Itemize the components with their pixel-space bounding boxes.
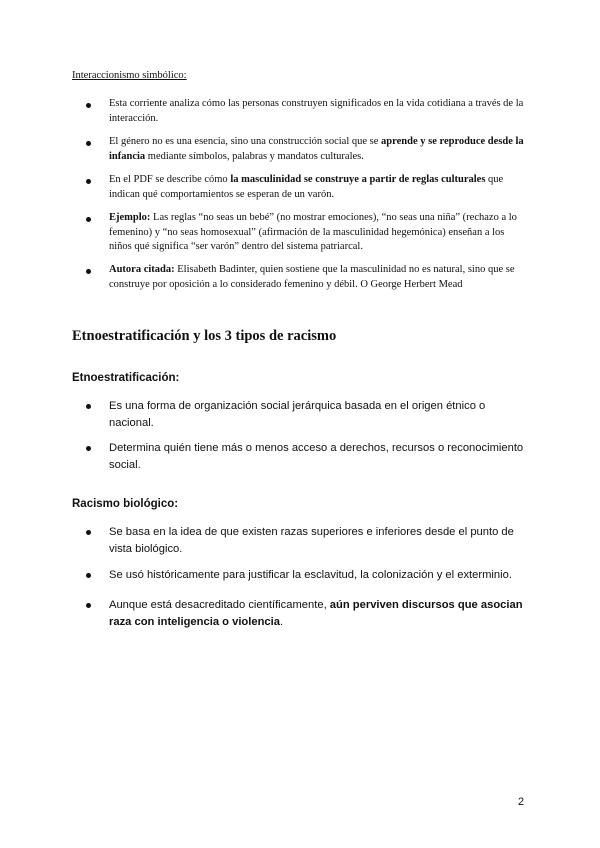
- text-run: Las reglas “no seas un bebé” (no mostrar emociones), “no seas una niña” (rechazo a lo femenino) y “no seas homosexual” (afirmación de la masculinidad hegemónica) enseñan a los niños qué significa “ser varón” dentro del sistema patriarcal.: [109, 212, 517, 252]
- text-run: Es una forma de organización social jerárquica basada en el origen étnico o nacional.: [109, 400, 486, 429]
- subheading-racismo-biologico: Racismo biológico:: [72, 498, 179, 510]
- bullet-icon: [86, 446, 91, 451]
- text-run: Aunque está desacreditado científicamente,: [109, 599, 330, 611]
- list-item-text: [109, 97, 525, 126]
- text-run: En el PDF se describe cómo: [109, 174, 231, 185]
- text-run: Esta corriente analiza cómo las personas construyen significados en la vida cotidiana a través de la interacción.: [109, 98, 524, 124]
- section-heading-interaccionismo: Interaccionismo simbólico:: [72, 70, 187, 81]
- bold-text-run: aprende y se reproduce desde la infancia: [109, 136, 524, 162]
- bullet-icon: [86, 530, 91, 535]
- bullet-icon: [86, 269, 91, 274]
- bullet-icon: [86, 217, 91, 222]
- list-item-text: [109, 398, 525, 431]
- bullet-icon: [86, 141, 91, 146]
- bullet-icon: [86, 603, 91, 608]
- text-run: mediante símbolos, palabras y mandatos culturales.: [145, 150, 364, 162]
- bold-text-run: la masculinidad se construye a partir de reglas culturales: [230, 174, 486, 185]
- text-run: Elisabeth Badinter, quien sostiene que la masculinidad no es natural, sino que se construye por oposición a lo considerado femenino y débil. O George Herbert Mead: [109, 264, 515, 290]
- list-item-text: [109, 597, 525, 630]
- list-item-text: [109, 440, 525, 473]
- bullet-icon: [86, 573, 91, 578]
- page-number: 2: [518, 796, 525, 808]
- section-heading-etnoestratificacion-racismo: Etnoestratificación y los 3 tipos de racismo: [72, 328, 337, 344]
- text-run: El género no es una esencia, sino una construcción social que se: [109, 136, 382, 147]
- subheading-etnoestratificacion: Etnoestratificación:: [72, 372, 180, 384]
- bullet-icon: [86, 404, 91, 409]
- text-run: Determina quién tiene más o menos acceso a derechos, recursos o reconocimiento social.: [109, 442, 524, 471]
- list-item-text: [109, 173, 525, 202]
- bold-text-run: aún perviven discursos que asocian raza con inteligencia o violencia: [109, 599, 523, 628]
- list-item-text: [109, 135, 525, 164]
- list-item-text: [109, 263, 525, 292]
- text-run: .: [279, 615, 284, 628]
- text-run: que indican qué comportamientos se esperan de un varón.: [109, 174, 504, 200]
- bold-text-run: Ejemplo:: [109, 212, 151, 223]
- list-item-text: [109, 211, 525, 255]
- bullet-icon: [86, 103, 91, 108]
- text-run: Se basa en la idea de que existen razas superiores e inferiores desde el punto de vista biológico.: [109, 526, 514, 555]
- text-run: Se usó históricamente para justificar la esclavitud, la colonización y el exterminio.: [109, 569, 512, 581]
- bullet-icon: [86, 179, 91, 184]
- bold-text-run: Autora citada:: [109, 264, 175, 275]
- list-item-text: [109, 567, 525, 584]
- list-item-text: [109, 524, 525, 557]
